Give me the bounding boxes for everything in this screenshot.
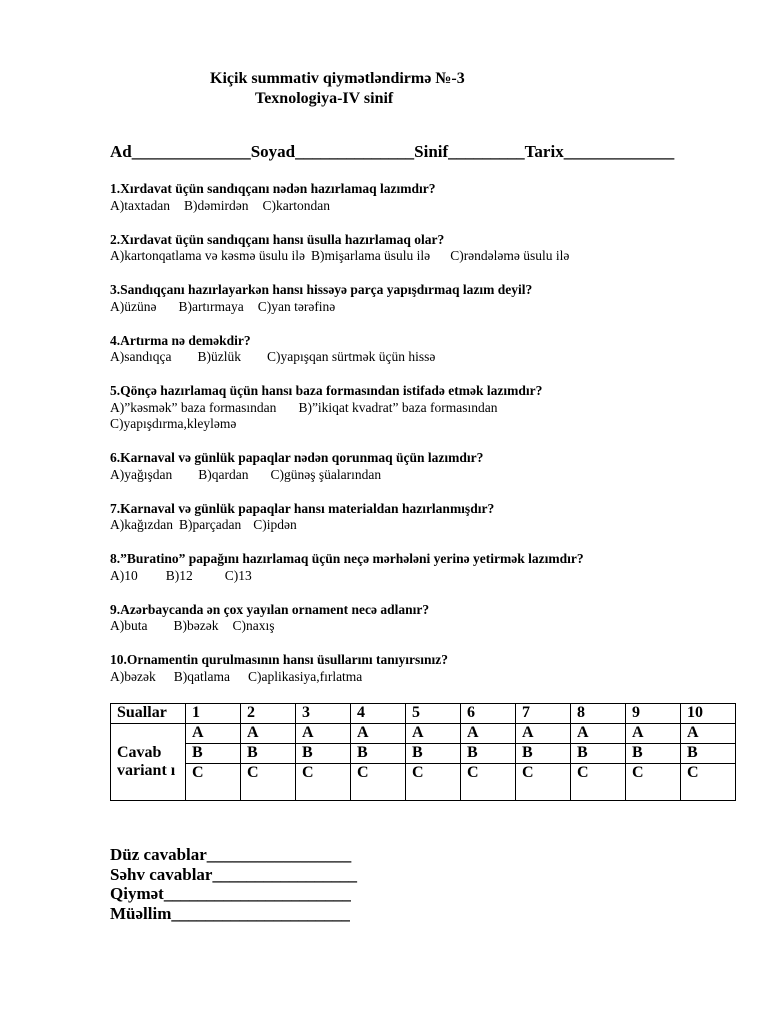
answer-cell[interactable]: C bbox=[186, 764, 241, 801]
option-a: A)”kəsmək” baza formasından bbox=[110, 399, 277, 415]
answer-cell[interactable]: A bbox=[681, 724, 736, 744]
answer-cell[interactable]: B bbox=[406, 744, 461, 764]
option-c: C)yapışdırma,kleyləmə bbox=[110, 416, 237, 431]
question-text: 6.Karnaval və günlük papaqlar nədən qorunmaq üçün lazımdır? bbox=[110, 450, 484, 465]
column-header: 5 bbox=[406, 704, 461, 724]
answer-cell[interactable]: B bbox=[351, 744, 406, 764]
answer-cell[interactable]: A bbox=[626, 724, 681, 744]
option-b: B)dəmirdən bbox=[183, 197, 249, 213]
option-c: C)aplikasiya,fırlatma bbox=[247, 668, 363, 684]
option-c: C)günəş şüalarından bbox=[270, 466, 382, 482]
column-header: 2 bbox=[241, 704, 296, 724]
option-c: C)yan tərəfinə bbox=[257, 298, 336, 314]
answer-table bbox=[110, 703, 736, 801]
grade-field[interactable]: Qiymət______________________ bbox=[110, 884, 351, 903]
question-9 bbox=[110, 602, 730, 635]
column-header: 8 bbox=[571, 704, 626, 724]
question-text: 3.Sandıqçanı hazırlayarkən hansı hissəyə parça yapışdırmaq lazım deyil? bbox=[110, 282, 533, 297]
answer-cell[interactable]: B bbox=[461, 744, 516, 764]
option-b: B)mişarlama üsulu ilə bbox=[310, 248, 431, 263]
question-text: 8.”Buratino” papağını hazırlamaq üçün neçə mərhələni yerinə yetirmək lazımdır? bbox=[110, 551, 584, 566]
answer-cell[interactable]: C bbox=[406, 764, 461, 801]
option-a: A)yağışdan bbox=[110, 466, 173, 482]
answer-table-header-label: Suallar bbox=[111, 704, 186, 724]
answer-cell[interactable]: A bbox=[296, 724, 351, 744]
option-a: A)sandıqça bbox=[110, 349, 172, 364]
answer-cell[interactable]: A bbox=[516, 724, 571, 744]
column-header: 10 bbox=[681, 704, 736, 724]
question-text: 1.Xırdavat üçün sandıqçanı nədən hazırlamaq lazımdır? bbox=[110, 181, 436, 196]
option-c: C)yapışqan sürtmək üçün hissə bbox=[266, 349, 436, 364]
student-info-line: Ad______________Soyad______________Sinif_________Tarix_____________ bbox=[110, 142, 675, 161]
option-c: C)rəndələmə üsulu ilə bbox=[450, 248, 570, 263]
answer-row-b bbox=[111, 744, 736, 764]
answer-cell[interactable]: B bbox=[296, 744, 351, 764]
question-2 bbox=[110, 232, 730, 265]
column-header: 1 bbox=[186, 704, 241, 724]
option-b: B)”ikiqat kvadrat” baza formasından bbox=[298, 399, 498, 415]
option-c: C)naxış bbox=[232, 618, 275, 633]
option-c: C)13 bbox=[224, 567, 252, 583]
answer-cell[interactable]: A bbox=[461, 724, 516, 744]
option-a: A)kağızdan bbox=[110, 517, 173, 532]
answer-cell[interactable]: C bbox=[626, 764, 681, 801]
answer-row-label: Cavab variant ı bbox=[111, 724, 186, 801]
page-title: Kiçik summativ qiymətləndirmə №-3 bbox=[210, 70, 465, 87]
question-text: 7.Karnaval və günlük papaqlar hansı materialdan hazırlanmışdır? bbox=[110, 500, 495, 516]
question-10 bbox=[110, 652, 730, 685]
question-4 bbox=[110, 333, 730, 366]
answer-cell[interactable]: B bbox=[186, 744, 241, 764]
question-text: 9.Azərbaycanda ən çox yayılan ornament necə adlanır? bbox=[110, 601, 430, 617]
option-b: B)qatlama bbox=[173, 668, 230, 684]
column-header: 4 bbox=[351, 704, 406, 724]
option-a: A)10 bbox=[110, 567, 138, 583]
answer-cell[interactable]: B bbox=[241, 744, 296, 764]
page-subtitle: Texnologiya-IV sinif bbox=[255, 90, 394, 107]
footer-block bbox=[110, 845, 357, 923]
question-7 bbox=[110, 501, 730, 534]
answer-cell[interactable]: A bbox=[571, 724, 626, 744]
option-c: C)kartondan bbox=[262, 197, 330, 213]
option-b: B)artırmaya bbox=[178, 298, 244, 314]
option-a: A)bəzək bbox=[110, 668, 156, 684]
option-c: C)ipdən bbox=[253, 517, 297, 532]
question-text: 4.Artırma nə deməkdir? bbox=[110, 332, 251, 348]
question-text: 5.Qönçə hazırlamaq üçün hansı baza formasından istifadə etmək lazımdır? bbox=[110, 383, 543, 398]
option-b: B)12 bbox=[165, 567, 193, 583]
option-b: B)parçadan bbox=[178, 517, 242, 532]
correct-answers-field[interactable]: Düz cavablar_________________ bbox=[110, 845, 352, 864]
option-b: B)qardan bbox=[198, 466, 249, 482]
answer-cell[interactable]: B bbox=[681, 744, 736, 764]
answer-cell[interactable]: C bbox=[461, 764, 516, 801]
option-b: B)bəzək bbox=[173, 618, 219, 633]
question-5 bbox=[110, 383, 730, 433]
column-header: 7 bbox=[516, 704, 571, 724]
answer-cell[interactable]: C bbox=[571, 764, 626, 801]
question-1 bbox=[110, 181, 730, 214]
answer-cell[interactable]: B bbox=[626, 744, 681, 764]
wrong-answers-field[interactable]: Səhv cavablar_________________ bbox=[110, 864, 357, 884]
answer-cell[interactable]: C bbox=[241, 764, 296, 801]
option-a: A)taxtadan bbox=[110, 197, 170, 213]
column-header: 9 bbox=[626, 704, 681, 724]
answer-cell[interactable]: A bbox=[351, 724, 406, 744]
answer-cell[interactable]: C bbox=[516, 764, 571, 801]
answer-cell[interactable]: A bbox=[241, 724, 296, 744]
answer-cell[interactable]: A bbox=[406, 724, 461, 744]
answer-cell[interactable]: A bbox=[186, 724, 241, 744]
answer-cell[interactable]: C bbox=[296, 764, 351, 801]
question-8 bbox=[110, 551, 730, 584]
question-3 bbox=[110, 282, 730, 315]
column-header: 6 bbox=[461, 704, 516, 724]
option-a: A)buta bbox=[110, 618, 148, 633]
answer-table-header-row bbox=[111, 704, 736, 724]
option-a: A)üzünə bbox=[110, 298, 157, 314]
answer-row-a bbox=[111, 724, 736, 744]
column-header: 3 bbox=[296, 704, 351, 724]
question-text: 10.Ornamentin qurulmasının hansı üsullarını tanıyırsınız? bbox=[110, 652, 448, 667]
answer-cell[interactable]: C bbox=[681, 764, 736, 801]
answer-row-c bbox=[111, 764, 736, 801]
option-a: A)kartonqatlama və kəsmə üsulu ilə bbox=[110, 248, 305, 263]
teacher-field[interactable]: Müəllim_____________________ bbox=[110, 903, 350, 923]
answer-cell[interactable]: B bbox=[516, 744, 571, 764]
option-b: B)üzlük bbox=[197, 349, 241, 364]
answer-cell[interactable]: C bbox=[351, 764, 406, 801]
question-text: 2.Xırdavat üçün sandıqçanı hansı üsulla hazırlamaq olar? bbox=[110, 231, 445, 247]
answer-cell[interactable]: B bbox=[571, 744, 626, 764]
question-list bbox=[110, 181, 730, 703]
question-6 bbox=[110, 450, 730, 483]
